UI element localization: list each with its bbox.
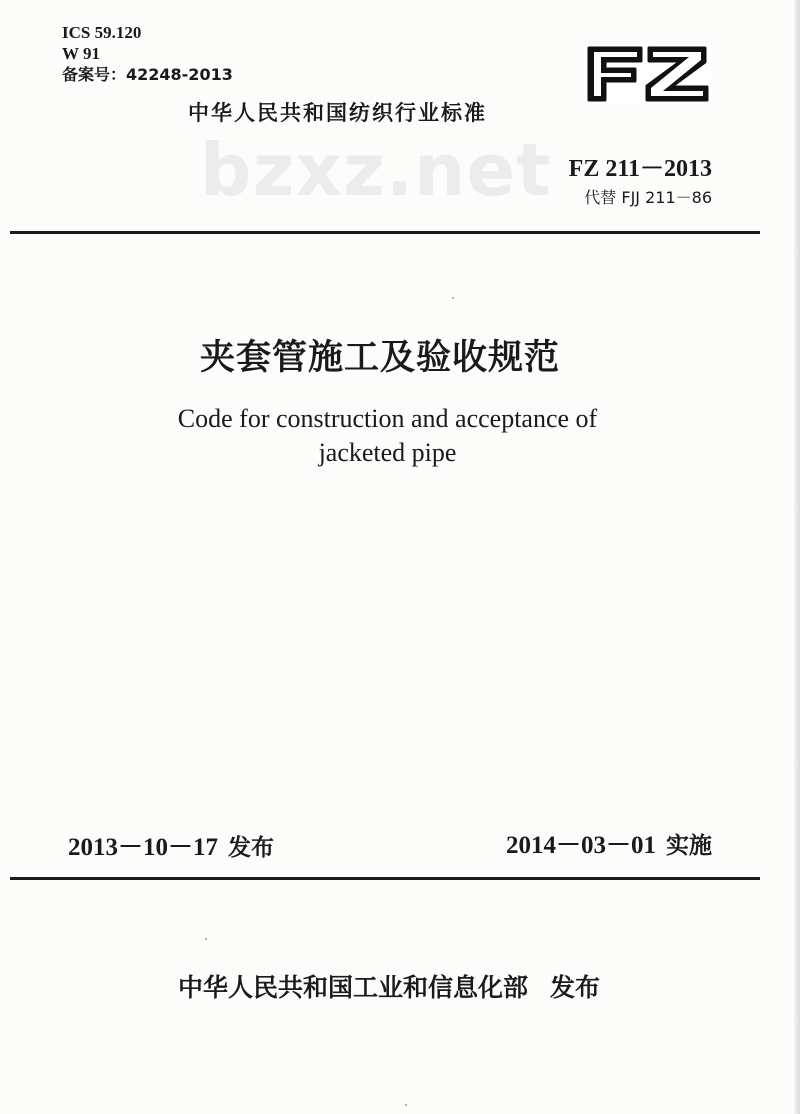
paper-speck bbox=[205, 938, 207, 940]
title-english bbox=[0, 402, 775, 470]
title-chinese: 夹套管施工及验收规范 bbox=[199, 337, 560, 378]
supersedes-note: 代替 FJJ 211－86 bbox=[584, 188, 712, 207]
publisher-name: 中华人民共和国工业和信息化部 bbox=[177, 973, 528, 1002]
standard-organization: 中华人民共和国纺织行业标准 bbox=[188, 101, 487, 125]
classification-block bbox=[62, 22, 233, 85]
fz-logo bbox=[583, 44, 711, 104]
ccs-code: W 91 bbox=[62, 44, 100, 63]
registration-number: 备案号：42248-2013 bbox=[62, 65, 233, 84]
issue-label: 发布 bbox=[228, 835, 275, 861]
page-edge-shadow bbox=[794, 0, 800, 1114]
footer-divider bbox=[10, 877, 760, 880]
ics-code: ICS 59.120 bbox=[62, 23, 142, 42]
title-english-line-2: jacketed pipe bbox=[318, 438, 457, 467]
implementation-label: 实施 bbox=[666, 833, 712, 859]
header-divider bbox=[10, 231, 760, 234]
standard-number: FZ 211－2013 bbox=[568, 156, 712, 182]
paper-speck bbox=[405, 1104, 407, 1106]
publisher-label: 发布 bbox=[550, 973, 601, 1002]
implementation-date: 2014－03－01 bbox=[505, 832, 656, 859]
publisher-line bbox=[0, 968, 778, 1004]
paper-speck bbox=[452, 297, 454, 299]
implementation-date-line bbox=[506, 825, 712, 861]
issue-date-line bbox=[68, 827, 274, 863]
watermark-text: bzxz.net bbox=[200, 128, 552, 212]
title-english-line-1: Code for construction and acceptance of bbox=[177, 404, 598, 433]
issue-date: 2013－10－17 bbox=[68, 834, 219, 861]
